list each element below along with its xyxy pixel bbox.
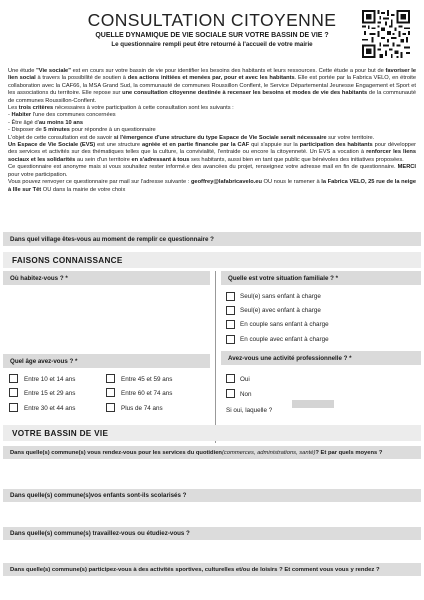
option-label: Oui xyxy=(240,376,250,383)
option-label: Entre 45 et 59 ans xyxy=(121,376,173,383)
question-habitez[interactable]: Où habitez-vous ? * xyxy=(3,271,210,285)
criteria-item: - Être âgé d'au moins 10 ans xyxy=(8,119,84,126)
redacted-field xyxy=(292,400,334,408)
checkbox-age-3[interactable] xyxy=(9,403,18,412)
checkbox-familiale-1[interactable] xyxy=(226,292,235,301)
header xyxy=(0,6,424,60)
intro-paragraph: Un Espace de Vie Sociale (EVS) est une structure agréée et en partie financée par la CAF qui s'appuie sur la participation des habitants pour développer des services et activités sur des thématiques telles que la culture, la convivialité, l'entraide ou encore la citoyenneté. Un EVS a vocation à renforcer les liens sociaux et les solidarités au sein d'un territoire en s'adressant à tous ses habitants, aussi bien en tant que public que bénévoles des initiatives proposées. xyxy=(8,142,417,163)
checkbox-age-6[interactable] xyxy=(106,403,115,412)
intro-paragraph: L'objet de cette consultation est de savoir si l'émergence d'une structure du type Espace de Vie Sociale serait nécessaire sur votre territoire. xyxy=(8,134,375,141)
checkbox-age-5[interactable] xyxy=(106,388,115,397)
option-label: Plus de 74 ans xyxy=(121,405,163,412)
intro-paragraph: Une étude "Vie sociale" est en cours sur votre bassin de vie pour identifier les besoins des habitants et leurs ressources. Cette étude a pour but de favoriser le lien social à travers la possibilité de soutien à des actions initiées et menées par, pour et avec les habitants. Elle est portée par la Fabrica VELO, en étroite collaboration avec la CAF66, la MSA Grand Sud, la communauté de communes Roussillon Conflent, le Service Départemental Jeunesse Engagement et Sport et les associations du territoire. Elle repose sur une consultation citoyenne destinée à recenser les besoins et modes de vie des habitants de la communauté de communes Roussillon-Conflent. xyxy=(8,68,416,104)
question-activites-loisirs[interactable]: Dans quelle(s) commune(s) participez-vous à des activités sportives, culturelles et/ou de loisirs ? Et comment vous vous y rendez ? xyxy=(3,563,421,576)
page-title: CONSULTATION CITOYENNE xyxy=(87,10,337,30)
option-label: Seul(e) sans enfant à charge xyxy=(240,293,321,300)
column-divider xyxy=(215,271,216,443)
return-instructions: Le questionnaire rempli peut être retourné à l'accueil de votre mairie xyxy=(111,41,313,48)
checkbox-pro-oui[interactable] xyxy=(226,374,235,383)
option-label: Entre 15 et 29 ans xyxy=(24,390,76,397)
checkbox-familiale-3[interactable] xyxy=(226,320,235,329)
pro-which-label: Si oui, laquelle ? xyxy=(226,407,273,414)
option-label: En couple avec enfant à charge xyxy=(240,336,329,343)
section-faisons-connaissance: FAISONS CONNAISSANCE xyxy=(3,252,421,268)
section-bassin-de-vie: VOTRE BASSIN DE VIE xyxy=(3,425,421,441)
option-label: En couple sans enfant à charge xyxy=(240,321,329,328)
criteria-item: - Disposer de 5 minutes pour répondre à un questionnaire xyxy=(8,127,156,134)
checkbox-age-1[interactable] xyxy=(9,374,18,383)
option-label: Entre 30 et 44 ans xyxy=(24,405,76,412)
option-label: Seul(e) avec enfant à charge xyxy=(240,307,321,314)
question-age: Quel âge avez-vous ? * xyxy=(3,354,210,368)
checkbox-familiale-4[interactable] xyxy=(226,335,235,344)
checkbox-familiale-2[interactable] xyxy=(226,306,235,315)
intro-paragraph: Ce questionnaire est anonyme mais si vous souhaitez rester informé.e des avancées du projet, renseignez votre adresse mail en fin de questionnaire. MERCI pour votre participation. xyxy=(8,164,416,178)
question-enfants-scolarises[interactable]: Dans quelle(s) commune(s)vos enfants sont-ils scolarisés ? xyxy=(3,489,421,502)
question-situation-familiale: Quelle est votre situation familiale ? * xyxy=(221,271,421,285)
criteria-item: - Habiter l'une des communes concernées xyxy=(8,112,116,119)
checkbox-pro-non[interactable] xyxy=(226,389,235,398)
option-label: Entre 60 et 74 ans xyxy=(121,390,173,397)
question-activite-pro: Avez-vous une activité professionnelle ? * xyxy=(221,351,421,365)
question-village[interactable]: Dans quel village êtes-vous au moment de remplir ce questionnaire ? xyxy=(3,232,421,246)
option-label: Non xyxy=(240,391,252,398)
criteria-heading: Les trois critères nécessaires à votre participation à cette consultation sont les suivants : xyxy=(8,105,234,112)
checkbox-age-2[interactable] xyxy=(9,388,18,397)
question-services-quotidien[interactable]: Dans quelle(s) commune(s) vous rendez-vous pour les services du quotidien (commerces, administrations, santé) ? Et par quels moyens ? xyxy=(3,446,421,459)
checkbox-age-4[interactable] xyxy=(106,374,115,383)
contact-paragraph: Vous pouvez renvoyer ce questionnaire par mail sur l'adresse suivante : geoffrey@lafabricavelo.eu OU nous le ramener à la Fabrica VELO, 25 rue de la neige à Ille sur Têt OU dans la mairie de votre choix xyxy=(8,179,417,193)
option-label: Entre 10 et 14 ans xyxy=(24,376,76,383)
page-subtitle: QUELLE DYNAMIQUE DE VIE SOCIALE SUR VOTRE BASSIN DE VIE ? xyxy=(95,32,329,39)
intro-text xyxy=(8,68,416,194)
question-travail-etudes[interactable]: Dans quelle(s) commune(s) travaillez-vous ou étudiez-vous ? xyxy=(3,527,421,540)
qr-code-icon xyxy=(362,10,410,58)
